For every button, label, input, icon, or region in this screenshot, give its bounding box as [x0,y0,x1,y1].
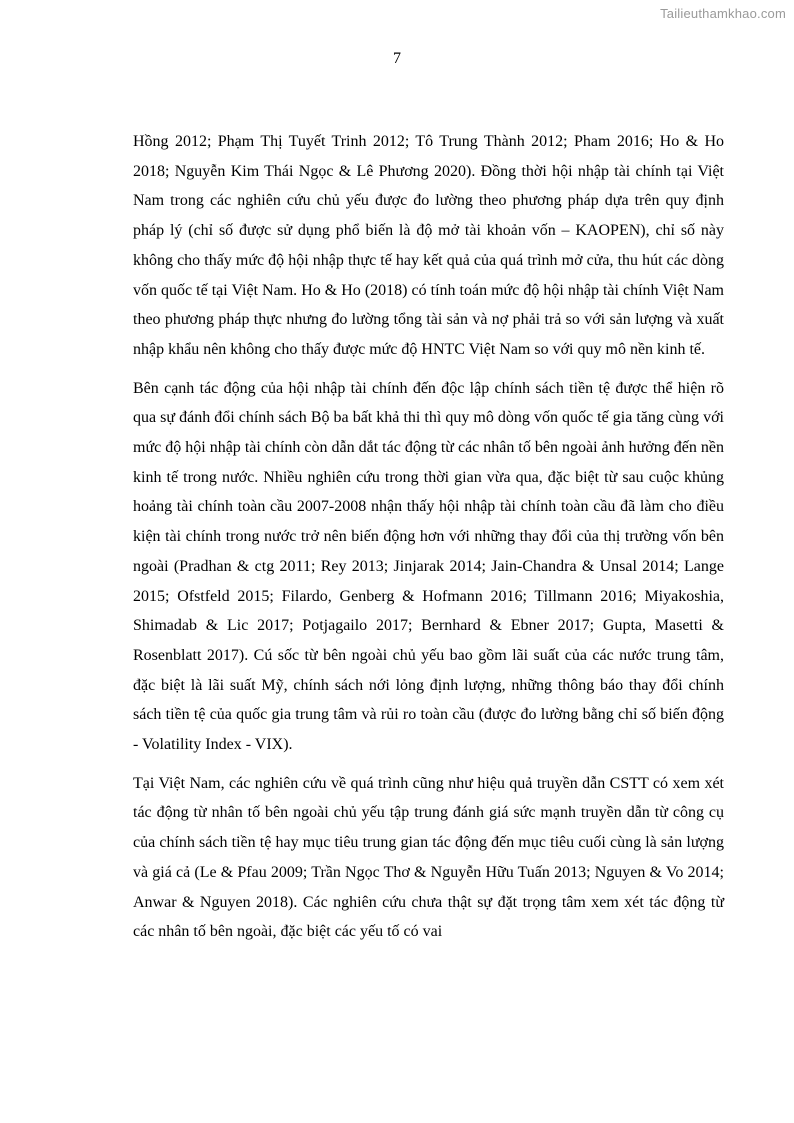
paragraph-1: Hồng 2012; Phạm Thị Tuyết Trinh 2012; Tô Trung Thành 2012; Pham 2016; Ho & Ho 2018; Nguyễn Kim Thái Ngọc & Lê Phương 2020). Đồng thời hội nhập tài chính tại Việt Nam trong các nghiên cứu chủ yếu được đo lường theo phương pháp dựa trên quy định pháp lý (chỉ số được sử dụng phổ biến là độ mở tài khoản vốn – KAOPEN), chỉ số này không cho thấy mức độ hội nhập thực tế hay kết quả của quá trình mở cửa, thu hút các dòng vốn quốc tế tại Việt Nam. Ho & Ho (2018) có tính toán mức độ hội nhập tài chính Việt Nam theo phương pháp thực nhưng đo lường tổng tài sản và nợ phải trả so với sản lượng và xuất nhập khẩu nên không cho thấy được mức độ HNTC Việt Nam so với quy mô nền kinh tế. [133,133,724,358]
paragraph-2: Bên cạnh tác động của hội nhập tài chính đến độc lập chính sách tiền tệ được thể hiện rõ qua sự đánh đổi chính sách Bộ ba bất khả thi thì quy mô dòng vốn quốc tế gia tăng cùng với mức độ hội nhập tài chính còn dẫn dắt tác động từ các nhân tố bên ngoài ảnh hưởng đến nền kinh tế trong nước. Nhiều nghiên cứu trong thời gian vừa qua, đặc biệt từ sau cuộc khủng hoảng tài chính toàn cầu 2007-2008 nhận thấy hội nhập tài chính toàn cầu đã làm cho điều kiện tài chính trong nước trở nên biến động hơn với những thay đổi của thị trường vốn bên ngoài (Pradhan & ctg 2011; Rey 2013; Jinjarak 2014; Jain-Chandra & Unsal 2014; Lange 2015; Ofstfeld 2015; Filardo, Genberg & Hofmann 2016; Tillmann 2016; Miyakoshia, Shimadab & Lic 2017; Potjagailo 2017; Bernhard & Ebner 2017; Gupta, Masetti & Rosenblatt 2017). Cú sốc từ bên ngoài chủ yếu bao gồm lãi suất của các nước trung tâm, đặc biệt là lãi suất Mỹ, chính sách nới lỏng định lượng, những thông báo thay đổi chính sách tiền tệ của quốc gia trung tâm và rủi ro toàn cầu (được đo lường bằng chỉ số biến động - Volatility Index - VIX). [133,379,724,754]
page-number: 7 [393,50,401,67]
watermark: Tailieuthamkhao.com [660,6,786,21]
paragraph-3: Tại Việt Nam, các nghiên cứu về quá trình cũng như hiệu quả truyền dẫn CSTT có xem xét tác động từ nhân tố bên ngoài chủ yếu tập trung đánh giá sức mạnh truyền dẫn từ công cụ của chính sách tiền tệ hay mục tiêu trung gian tác động đến mục tiêu cuối cùng là sản lượng và giá cả (Le & Pfau 2009; Trần Ngọc Thơ & Nguyễn Hữu Tuấn 2013; Nguyen & Vo 2014; Anwar & Nguyen 2018). Các nghiên cứu chưa thật sự đặt trọng tâm xem xét tác động từ các nhân tố bên ngoài, đặc biệt các yếu tố có vai [133,774,724,941]
document-body [133,127,724,956]
